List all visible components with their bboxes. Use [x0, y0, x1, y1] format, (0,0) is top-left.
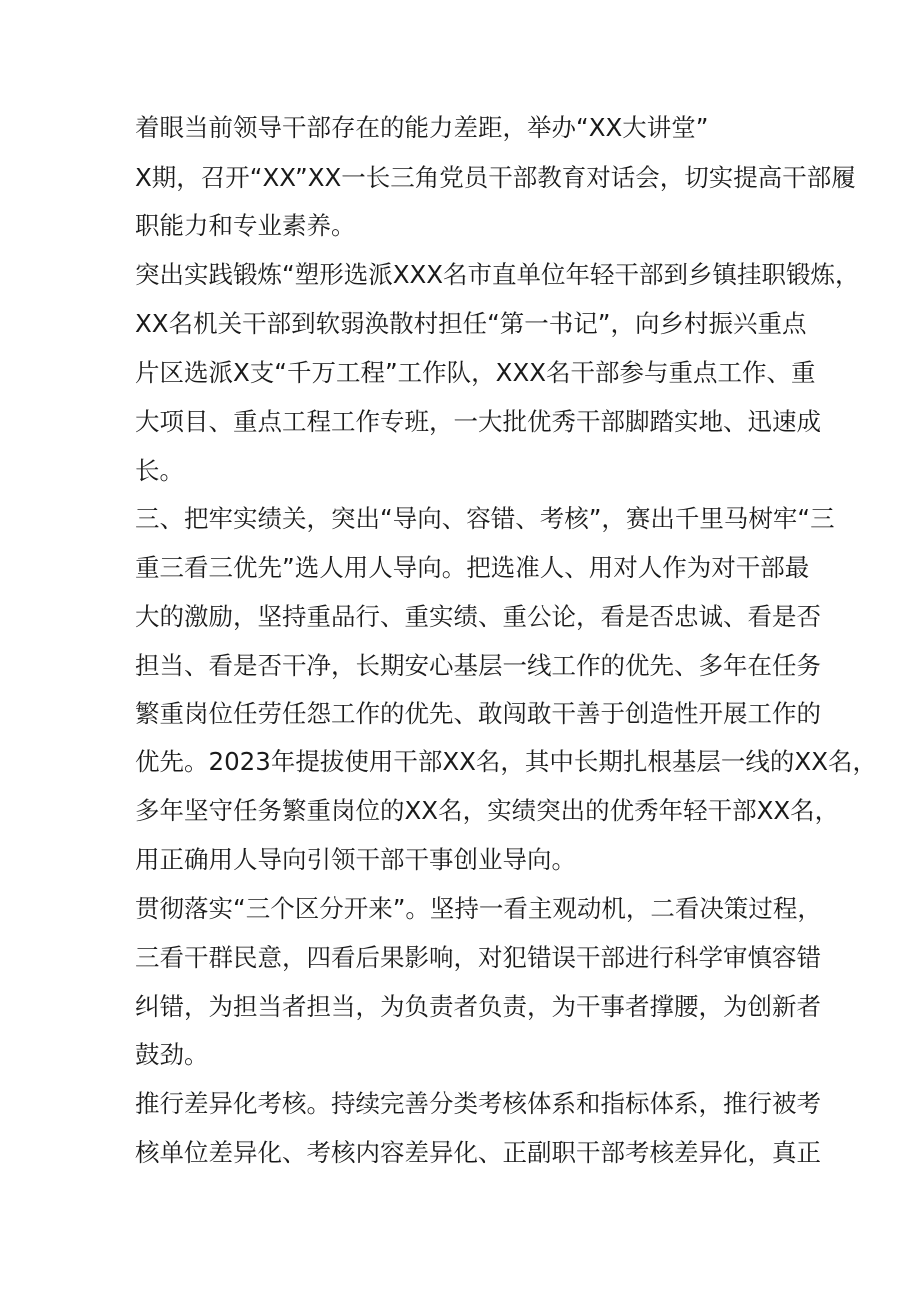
text-line-21: 推行差异化考核。持续完善分类考核体系和指标体系，推行被考	[135, 1089, 821, 1118]
text-line-15: 多年坚守任务繁重岗位的XX名，实绩突出的优秀年轻干部XX名，	[135, 796, 840, 825]
text-line-1: 着眼当前领导干部存在的能力差距，举办“XX大讲堂”	[135, 113, 709, 142]
text-line-20: 鼓劲。	[135, 1040, 209, 1069]
text-line-10: 重三看三优先”选人用人导向。把选准人、用对人作为对干部最	[135, 553, 810, 582]
text-line-16: 用正确用人导向引领干部干事创业导向。	[135, 845, 576, 874]
text-line-18: 三看干群民意，四看后果影响，对犯错误干部进行科学审慎容错	[135, 943, 821, 972]
text-line-9: 三、把牢实绩关，突出“导向、容错、考核”，赛出千里马树牢“三	[135, 504, 835, 533]
text-line-3: 职能力和专业素养。	[135, 211, 356, 240]
text-line-12: 担当、看是否干净，长期安心基层一线工作的优先、多年在任务	[135, 651, 821, 680]
text-line-19: 纠错，为担当者担当，为负责者负责，为干事者撑腰，为创新者	[135, 992, 821, 1021]
text-line-6: 片区选派X支“千万工程”工作队，XXX名干部参与重点工作、重	[135, 358, 816, 387]
text-line-22: 核单位差异化、考核内容差异化、正副职干部考核差异化，真正	[135, 1138, 821, 1167]
text-line-7: 大项目、重点工程工作专班，一大批优秀干部脚踏实地、迅速成	[135, 407, 821, 436]
text-line-14: 优先。2023年提拔使用干部XX名，其中长期扎根基层一线的XX名，	[135, 747, 877, 776]
text-line-5: XX名机关干部到软弱涣散村担任“第一书记”，向乡村振兴重点	[135, 309, 807, 338]
text-line-8: 长。	[135, 456, 184, 485]
text-line-11: 大的激励，坚持重品行、重实绩、重公论，看是否忠诚、看是否	[135, 602, 821, 631]
text-line-4: 突出实践锻炼“塑形选派XXX名市直单位年轻干部到乡镇挂职锻炼，	[135, 260, 860, 289]
text-line-17: 贯彻落实“三个区分开来”。坚持一看主观动机，二看决策过程，	[135, 894, 822, 923]
text-line-2: X期，召开“XX”XX一长三角党员干部教育对话会，切实提高干部履	[135, 163, 856, 192]
text-line-13: 繁重岗位任劳任怨工作的优先、敢闯敢干善于创造性开展工作的	[135, 699, 821, 728]
